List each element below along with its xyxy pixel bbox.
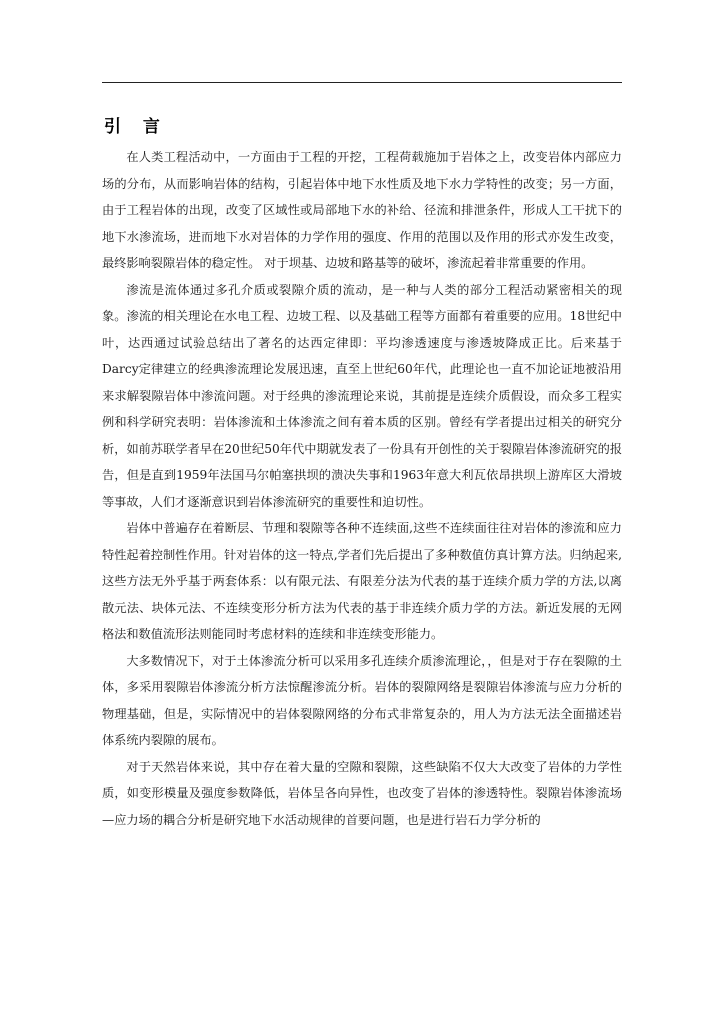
paragraph-1: 在人类工程活动中，一方面由于工程的开挖，工程荷载施加于岩体之上，改变岩体内部应力场的分布，从而影响岩体的结构，引起岩体中地下水性质及地下水力学特性的改变；另一方面，由于工程岩体的出现，改变了区域性或局部地下水的补给、径流和排泄条件，形成人工干扰下的地下水渗流场，进而地下水对岩体的力学作用的强度、作用的范围以及作用的形式亦发生改变，最终影响裂隙岩体的稳定性。 对于坝基、边坡和路基等的破坏，渗流起着非常重要的作用。 (102, 150, 622, 270)
paragraph-3: 岩体中普遍存在着断层、节理和裂隙等各种不连续面,这些不连续面往往对岩体的渗流和应力特性起着控制性作用。针对岩体的这一特点,学者们先后提出了多种数值仿真计算方法。归纳起来,这些方法无外乎基于两套体系：以有限元法、有限差分法为代表的基于连续介质力学的方法,以离散元法、块体元法、不连续变形分析方法为代表的基于非连续介质力学的方法。新近发展的无网格法和数值流形法则能同时考虑材料的连续和非连续变形能力。 (102, 521, 622, 641)
paragraph-4: 大多数情况下，对于土体渗流分析可以采用多孔连续介质渗流理论，，但是对于存在裂隙的土体，多采用裂隙岩体渗流分析方法惊醒渗流分析。岩体的裂隙网络是裂隙岩体渗流与应力分析的物理基础，但是，实际情况中的岩体裂隙网络的分布式非常复杂的，用人为方法无法全面描述岩体系统内裂隙的展布。 (102, 653, 622, 747)
body-text (102, 144, 622, 833)
section-heading: 引 言 (104, 117, 168, 137)
paragraph-5: 对于天然岩体来说，其中存在着大量的空隙和裂隙，这些缺陷不仅大大改变了岩体的力学性质，如变形模量及强度参数降低，岩体呈各向异性，也改变了岩体的渗透特性。裂隙岩体渗流场—应力场的耦合分析是研究地下水活动规律的首要问题，也是进行岩石力学分析的 (102, 759, 622, 827)
header-rule (102, 82, 622, 83)
paragraph-2: 渗流是流体通过多孔介质或裂隙介质的流动，是一种与人类的部分工程活动紧密相关的现象。渗流的相关理论在水电工程、边坡工程、以及基础工程等方面都有着重要的应用。18世纪中叶，达西通过试验总结出了著名的达西定律即：平均渗透速度与渗透坡降成正比。后来基于Darcy定律建立的经典渗流理论发展迅速，直至上世纪60年代，此理论也一直不加论证地被沿用来求解裂隙岩体中渗流问题。对于经典的渗流理论来说，其前提是连续介质假设，而众多工程实例和科学研究表明：岩体渗流和土体渗流之间有着本质的区别。曾经有学者提出过相关的研究分析，如前苏联学者早在20世纪50年代中期就发表了一份具有开创性的关于裂隙岩体渗流研究的报告，但是直到1959年法国马尔帕塞拱坝的溃决失事和1963年意大利瓦依昂拱坝上游库区大滑坡等事故，人们才逐渐意识到岩体渗流研究的重要性和迫切性。 (102, 282, 622, 509)
